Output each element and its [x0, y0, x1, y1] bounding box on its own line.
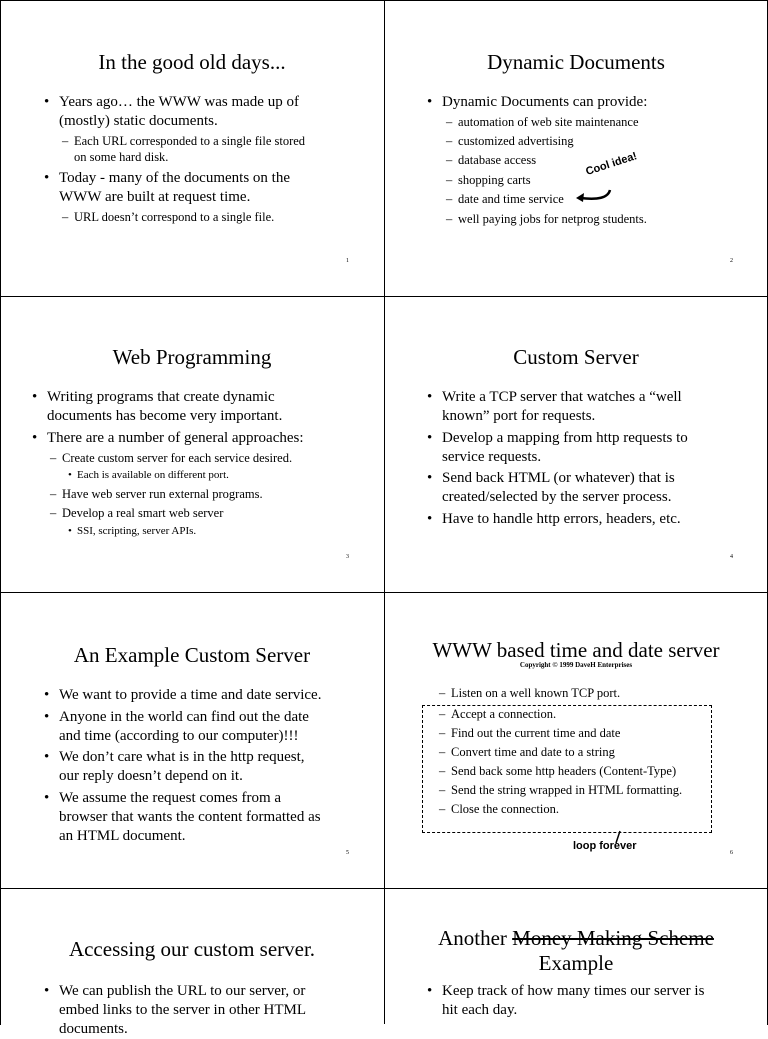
bullet: • Develop a mapping from http requests to	[427, 430, 688, 446]
slide-title: In the good old days...	[98, 50, 286, 74]
sub-bullet: – date and time service	[446, 192, 564, 206]
bullet: • Today - many of the documents on the	[44, 170, 290, 186]
step-item: – Listen on a well known TCP port.	[439, 686, 621, 700]
step-item: – Accept a connection.	[439, 707, 557, 721]
bullet: • Have to handle http errors, headers, etc.	[427, 511, 681, 527]
slide-title: Dynamic Documents	[487, 50, 665, 74]
slide-title-line2: Example	[538, 951, 614, 975]
slide-number: 1	[346, 258, 349, 264]
bullet-cont: service requests.	[442, 449, 542, 465]
slide-title: An Example Custom Server	[73, 643, 311, 667]
bullet: • Dynamic Documents can provide:	[427, 94, 648, 110]
slide-2	[384, 0, 768, 296]
bullet-cont: (mostly) static documents.	[59, 113, 218, 129]
sub-sub-bullet: • Each is available on different port.	[68, 469, 229, 481]
slide-3	[0, 296, 384, 592]
sub-bullet: – customized advertising	[446, 134, 574, 148]
sub-bullet: – automation of web site maintenance	[446, 115, 639, 129]
slide-title	[384, 926, 768, 950]
bullet: • Write a TCP server that watches a “well	[427, 389, 682, 405]
strikethrough-title: Money Making Scheme	[512, 926, 714, 950]
step-item: – Convert time and date to a string	[439, 745, 615, 759]
slide-title: Web Programming	[112, 345, 272, 369]
step-item: – Find out the current time and date	[439, 726, 621, 740]
sub-bullet-cont: on some hard disk.	[74, 150, 169, 164]
slide-number: 4	[730, 554, 733, 560]
slide-number: 5	[346, 850, 349, 856]
slide-number: 2	[730, 258, 733, 264]
slide-8	[384, 888, 768, 1024]
bullet-cont: documents.	[59, 1021, 128, 1037]
sub-bullet: – well paying jobs for netprog students.	[446, 212, 647, 226]
sub-bullet: – Develop a real smart web server	[50, 506, 224, 520]
slide-number: 6	[730, 850, 733, 856]
bullet-cont: created/selected by the server process.	[442, 489, 672, 505]
slide-1	[0, 0, 384, 296]
slide-7	[0, 888, 384, 1037]
bullet-cont: known” port for requests.	[442, 408, 596, 424]
sub-bullet: – shopping carts	[446, 173, 531, 187]
step-item: – Send the string wrapped in HTML formatting.	[439, 783, 683, 797]
bullet-cont: browser that wants the content formatted as	[59, 809, 321, 825]
slide-number: 3	[346, 554, 349, 560]
bullet-cont: hit each day.	[442, 1002, 518, 1018]
title-part: Another	[438, 926, 507, 950]
bullet-cont: documents has become very important.	[47, 408, 283, 424]
slide-title: Accessing our custom server.	[68, 937, 316, 961]
sub-bullet: – Each URL corresponded to a single file stored	[62, 134, 306, 148]
bullet: • We can publish the URL to our server, or	[44, 983, 306, 999]
slide-title: WWW based time and date server	[432, 638, 720, 662]
bullet: • Keep track of how many times our server is	[427, 983, 705, 999]
bullet-cont: and time (according to our computer)!!!	[59, 728, 299, 744]
bullet: • We want to provide a time and date service.	[44, 687, 322, 703]
sub-bullet: – URL doesn’t correspond to a single file.	[62, 210, 275, 224]
bullet: • We assume the request comes from a	[44, 790, 282, 806]
bullet: • Anyone in the world can find out the date	[44, 709, 309, 725]
bullet: • Years ago… the WWW was made up of	[44, 94, 299, 110]
sub-bullet: – database access	[446, 153, 537, 167]
copyright-subtitle: Copyright © 1999 DaveH Enterprises	[519, 661, 633, 669]
loop-forever-annotation: loop forever	[573, 840, 637, 852]
bullet: • Writing programs that create dynamic	[32, 389, 275, 405]
slide-4	[384, 296, 768, 592]
bullet: • Send back HTML (or whatever) that is	[427, 470, 675, 486]
bullet: • There are a number of general approaches:	[32, 430, 304, 446]
bullet-cont: embed links to the server in other HTML	[59, 1002, 307, 1018]
sub-sub-bullet: • SSI, scripting, server APIs.	[68, 525, 197, 537]
cool-idea-annotation: Cool idea!	[584, 150, 639, 178]
arrow-icon	[574, 186, 614, 208]
bullet: • We don’t care what is in the http request,	[44, 749, 305, 765]
slide-6	[384, 592, 768, 888]
slide-5	[0, 592, 384, 888]
bullet-cont: our reply doesn’t depend on it.	[59, 768, 243, 784]
bullet-cont: WWW are built at request time.	[59, 189, 251, 205]
slide-title: Custom Server	[513, 345, 639, 369]
step-item: – Close the connection.	[439, 802, 559, 816]
sub-bullet: – Have web server run external programs.	[50, 487, 263, 501]
step-item: – Send back some http headers (Content-Type)	[439, 764, 677, 778]
bullet-cont: an HTML document.	[59, 828, 186, 844]
sub-bullet: – Create custom server for each service desired.	[50, 451, 293, 465]
